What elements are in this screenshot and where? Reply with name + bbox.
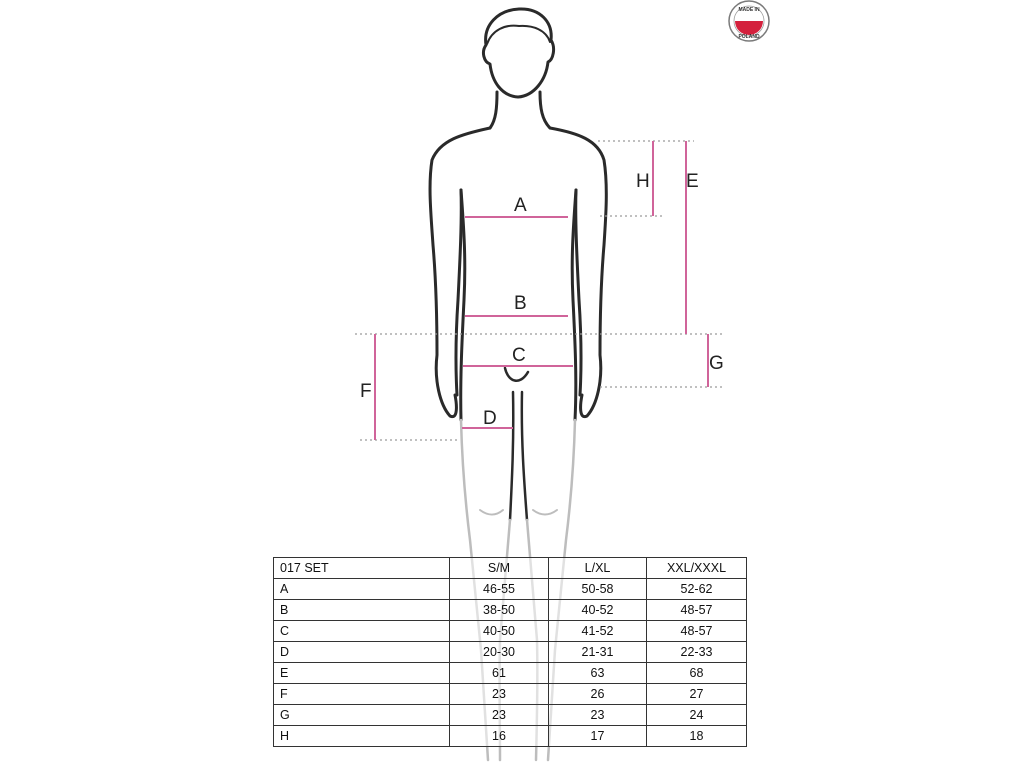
label-c: C xyxy=(512,345,526,366)
label-d: D xyxy=(483,408,497,429)
guide-lines xyxy=(355,141,724,440)
table-cell: 41-52 xyxy=(549,621,647,642)
table-cell: 50-58 xyxy=(549,579,647,600)
table-cell: 27 xyxy=(647,684,747,705)
table-header-cell: XXL/XXXL xyxy=(647,558,747,579)
table-cell: 21-31 xyxy=(549,642,647,663)
table-row xyxy=(274,621,747,642)
table-row xyxy=(274,726,747,747)
label-e: E xyxy=(686,171,699,192)
table-cell: 22-33 xyxy=(647,642,747,663)
table-cell: 40-52 xyxy=(549,600,647,621)
table-cell: 68 xyxy=(647,663,747,684)
table-cell: 18 xyxy=(647,726,747,747)
table-cell: D xyxy=(274,642,450,663)
table-cell: 38-50 xyxy=(450,600,549,621)
label-b: B xyxy=(514,293,527,314)
table-cell: 26 xyxy=(549,684,647,705)
table-header-cell: L/XL xyxy=(549,558,647,579)
table-row xyxy=(274,684,747,705)
table-cell: 20-30 xyxy=(450,642,549,663)
table-cell: 40-50 xyxy=(450,621,549,642)
table-row xyxy=(274,663,747,684)
table-cell: F xyxy=(274,684,450,705)
table-cell: 17 xyxy=(549,726,647,747)
table-cell: 63 xyxy=(549,663,647,684)
table-cell: 16 xyxy=(450,726,549,747)
table-cell: C xyxy=(274,621,450,642)
table-row xyxy=(274,600,747,621)
measure-lines xyxy=(375,141,708,440)
table-cell: A xyxy=(274,579,450,600)
table-row xyxy=(274,579,747,600)
table-cell: 23 xyxy=(450,684,549,705)
table-cell: G xyxy=(274,705,450,726)
table-cell: E xyxy=(274,663,450,684)
table-cell: 24 xyxy=(647,705,747,726)
table-cell: 61 xyxy=(450,663,549,684)
table-header-row xyxy=(274,558,747,579)
table-cell: 23 xyxy=(450,705,549,726)
body-outline xyxy=(430,9,606,520)
label-h: H xyxy=(636,171,650,192)
made-in-poland-badge xyxy=(724,0,774,44)
table-header-cell: 017 SET xyxy=(274,558,450,579)
label-g: G xyxy=(709,353,724,374)
table-cell: 46-55 xyxy=(450,579,549,600)
table-cell: H xyxy=(274,726,450,747)
table-header-cell: S/M xyxy=(450,558,549,579)
table-cell: 48-57 xyxy=(647,621,747,642)
badge-text-bottom: POLAND xyxy=(738,34,760,40)
label-a: A xyxy=(514,195,527,216)
table-cell: 52-62 xyxy=(647,579,747,600)
label-f: F xyxy=(360,381,372,402)
table-cell: 23 xyxy=(549,705,647,726)
table-row xyxy=(274,705,747,726)
table-cell: 48-57 xyxy=(647,600,747,621)
table-cell: B xyxy=(274,600,450,621)
table-row xyxy=(274,642,747,663)
size-table xyxy=(273,557,747,747)
badge-text-top: MADE IN xyxy=(738,7,760,13)
